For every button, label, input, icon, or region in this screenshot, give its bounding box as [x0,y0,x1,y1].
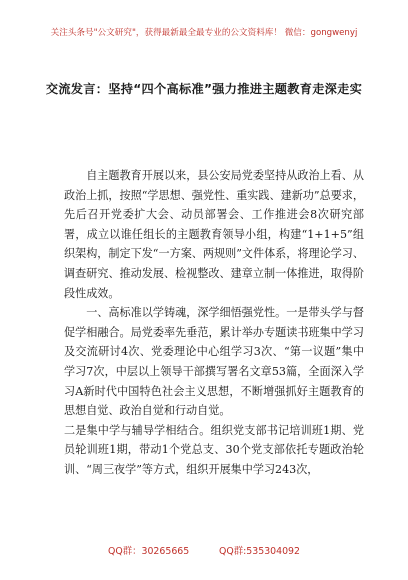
paragraph-intro: 自主题教育开展以来，县公安局党委坚持从政治上看、从政治上抓，按照“学思想、强党性、重实践、建新功”总要求，先后召开党委扩大会、动员部署会、工作推进会8次研究部署，成立以谁任组长的主题教育领导小组，构建“1+1+5”组织架构，制定下发“一方案、两规则”文件体系，将理论学习、调查研究、推动发展、检视整改、建章立制一体推进，取得阶段性成效。 [64,169,364,300]
paragraph-section-one-cont: 二是集中学与辅导学相结合。组织党支部书记培训班1期、党员轮训班1期，带动1个党总支、30个党支部依托专题政治轮训、“周三夜学”等方式，组织开展集中学习243次， [64,423,364,476]
top-banner: 关注头条号"公文研究"，获得最新最全最专业的公文资料库！ 微信：gongwenyj [50,28,358,38]
document-title: 交流发言：坚持“四个高标准”强力推进主题教育走深走实 [45,82,363,96]
footer-contact: QQ群：30265665 QQ群:535304092 [107,546,300,557]
paragraph-section-one: 一、高标准以学铸魂，深学细悟强党性。一是带头学与督促学相融合。局党委率先垂范，累计举办专题读书班集中学习及交流研讨4次、党委理论中心组学习3次、“第一议题”集中学习7次，中层以上领导干部撰写署名文章53篇，全面深入学习A新时代中国特色社会主义思想，不断增强抓好主题教育的思想自觉、政治自觉和行动自觉。 [64,306,364,418]
document-body [64,166,364,480]
